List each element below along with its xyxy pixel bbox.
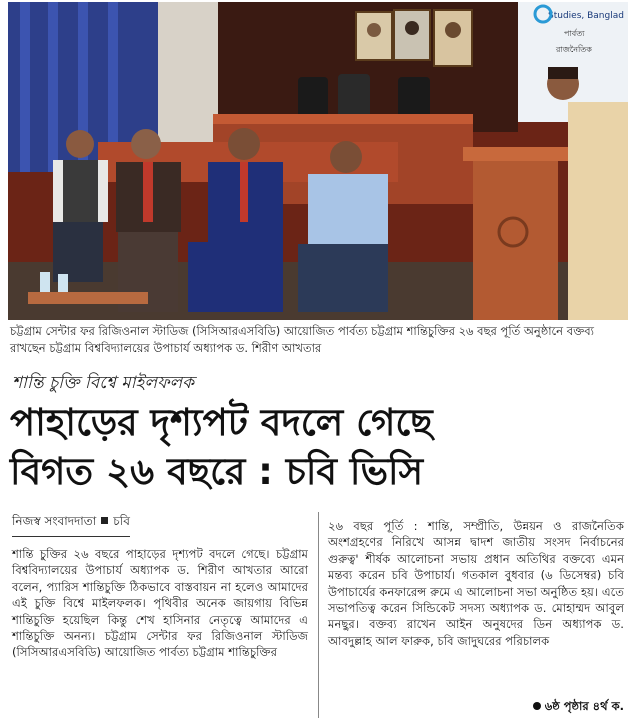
byline — [12, 513, 130, 537]
headline-line-1: পাহাড়ের দৃশ্যপট বদলে গেছে — [10, 401, 433, 444]
photo-caption: চট্টগ্রাম সেন্টার ফর রিজিওনাল স্টাডিজ (সিসিআরএসবিডি) আয়োজিত পার্বত্য চট্টগ্রাম শান্তিচুক্তির ২৬ বছর পূর্তি অনুষ্ঠানে বক্তব্য রাখছেন চট্টগ্রাম বিশ্ববিদ্যালয়ের উপাচার্য অধ্যাপক ড. শিরীণ আখতার — [10, 324, 595, 355]
continued-text: ৬ষ্ঠ পৃষ্ঠার ৪র্থ ক. — [544, 699, 624, 713]
banner-subtext-2: রাজনৈতিক — [556, 45, 592, 54]
headline — [10, 398, 630, 496]
banner-text: Studies, Banglad — [548, 11, 624, 21]
column-divider — [318, 512, 319, 718]
continued-note — [533, 698, 624, 717]
byline-reporter: নিজস্ব সংবাদদাতা — [12, 514, 97, 528]
article-body-right: ২৬ বছর পূর্তি : শান্তি, সম্প্রীতি, উন্নয়ন ও রাজনৈতিক অংশগ্রহণের নিরিখে আসন্ন দ্বাদশ জাতীয় সংসদ নির্বাচনের গুরুত্ব' শীর্ষক আলোচনা সভায় প্রধান অতিথির বক্তব্যে এমন মন্তব্য করেন চবি উপাচার্য। গতকাল বুধবার (৬ ডিসেম্বর) চবি উপাচার্যের কনফারেন্স রুমে এ আলোচনা সভা অনুষ্ঠিত হয়। এতে সভাপতিত্ব করেন সিন্ডিকেট সদস্য অধ্যাপক ড. মোহাম্মদ আবুল মনছুর। বক্তব্য রাখেন আইন অনুষদের ডিন অধ্যাপক ড. আবদুল্লাহ আল ফারুক, চবি জাদুঘরের পরিচালক — [328, 519, 624, 648]
byline-square-icon — [101, 517, 108, 524]
article-body-left: শান্তি চুক্তির ২৬ বছরে পাহাড়ের দৃশ্যপট বদলে গেছে। চট্টগ্রাম বিশ্ববিদ্যালয়ের উপাচার্য অধ্যাপক ড. শিরীণ আখতার আরো বলেন, প্যারিস শান্তিচুক্তি ঠিকভাবে বাস্তবায়ন না হলেও আমাদের এই চুক্তি বিশ্বে মাইলফলক। পৃথিবীর অনেক জায়গায় বিভিন্ন শান্তিচুক্তি হয়েছিল কিন্তু শেখ হাসিনার নেতৃত্বে আমাদের এ শান্তিচুক্তি অনন্য। চট্টগ্রাম সেন্টার ফর রিজিওনাল স্টাডিজ (সিসিআরএসবিডি) আয়োজিত পার্বত্য চট্টগ্রাম শান্তিচুক্তির — [12, 547, 308, 660]
headline-line-2: বিগত ২৬ বছরে : চবি ভিসি — [10, 450, 424, 493]
bullet-icon — [533, 702, 541, 710]
event-photo-illustration — [8, 2, 628, 320]
byline-place: চবি — [113, 514, 130, 528]
banner-subtext: পার্বত্য — [564, 29, 585, 38]
kicker: শান্তি চুক্তি বিশ্বে মাইলফলক — [12, 373, 195, 393]
news-photo — [8, 2, 628, 320]
